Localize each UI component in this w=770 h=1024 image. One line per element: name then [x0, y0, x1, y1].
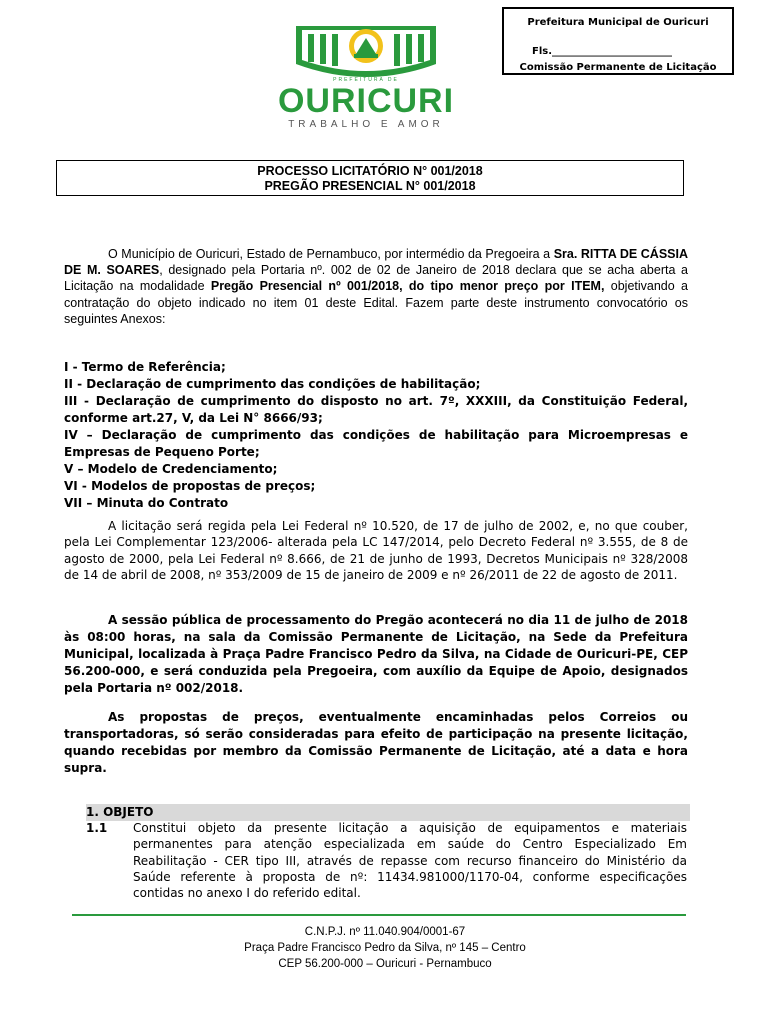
section-item-text: Constitui objeto da presente licitação a aquisição de equipamentos e materiais permanentes para atenção especializada em saúde do Centro Especializado Em Reabilitação - CER tipo III, através de repasse com recurso financeiro do Ministério da Saúde referente à proposta de nº: 11434.981000/1170-04, conforme especificações contidas no anexo I do referido edital.	[133, 821, 687, 901]
process-title-box	[56, 160, 684, 196]
annex-item: VI - Modelos de propostas de preços;	[64, 479, 316, 493]
intro-paragraph	[64, 246, 688, 327]
modality-text: Pregão Presencial nº 001/2018, do tipo menor preço por ITEM,	[210, 279, 605, 294]
section-heading-objeto: 1. OBJETO	[86, 804, 690, 821]
footer-address: Praça Padre Francisco Pedro da Silva, nº 145 – Centro	[244, 942, 526, 954]
stamp-prefeitura: Prefeitura Municipal de Ouricuri	[527, 17, 709, 28]
law-paragraph: A licitação será regida pela Lei Federal nº 10.520, de 17 de julho de 2002, e, no que couber, pela Lei Complementar 123/2006- alterada pela LC 147/2014, pelo Decreto Federal nº 3.555, de 8 de agosto de 2000, pela Lei Federal nº 8.666, de 21 de junho de 1993, Decretos Municipais nº 328/2008 de 14 de abril de 2008, nº 353/2009 de 15 de janeiro de 2009 e nº 26/2011 de 22 de agosto de 2011.	[64, 519, 688, 582]
annex-item: I - Termo de Referência;	[64, 360, 226, 374]
ouricuri-logo	[250, 20, 482, 132]
annex-item: IV – Declaração de cumprimento das condições de habilitação para Microempresas e Empresas de Pequeno Porte;	[64, 428, 688, 459]
stamp-folhas: Fls.________________________	[532, 46, 673, 57]
intro-text-1: O Município de Ouricuri, Estado de Pernambuco, por intermédio da Pregoeira a	[108, 247, 554, 261]
process-title: PROCESSO LICITATÓRIO N° 001/2018	[257, 164, 483, 178]
page-stamp-box	[502, 7, 734, 75]
logo-city-name: OURICURI	[277, 82, 455, 120]
logo-slogan: TRABALHO E AMOR	[288, 119, 444, 130]
stamp-comissao: Comissão Permanente de Licitação	[519, 62, 717, 73]
annex-item: VII – Minuta do Contrato	[64, 496, 229, 510]
proposals-paragraph: As propostas de preços, eventualmente encaminhadas pelos Correios ou transportadoras, só serão consideradas para efeito de participação na presente licitação, quando recebidas por membro da Comissão Permanente de Licitação, até a data e hora supra.	[64, 710, 688, 775]
coat-of-arms-icon	[250, 20, 482, 80]
pregao-title: PREGÃO PRESENCIAL N° 001/2018	[264, 179, 476, 193]
annex-item: V – Modelo de Credenciamento;	[64, 462, 278, 476]
intro-text-2: , designado pela Portaria nº. 002 de 02 de Janeiro de 2018 declara que se acha aberta a Licitação na modalidade	[64, 263, 688, 294]
intro-text-3: objetivando a contratação do objeto indicado no item 01 deste Edital. Fazem parte deste instrumento convocatório os seguintes Anexos:	[64, 279, 688, 326]
pregoeira-name: Sra. RITTA DE CÁSSIA DE M. SOARES	[64, 247, 689, 278]
footer-cnpj: C.N.P.J. nº 11.040.904/0001-67	[304, 926, 466, 938]
logo-prefeitura-text: PREFEITURA DE	[333, 77, 399, 83]
footer-cep: CEP 56.200-000 – Ouricuri - Pernambuco	[278, 958, 492, 970]
session-paragraph: A sessão pública de processamento do Pregão acontecerá no dia 11 de julho de 2018 às 08:00 horas, na sala da Comissão Permanente de Licitação, na Sede da Prefeitura Municipal, localizada à Praça Padre Francisco Pedro da Silva, na Cidade de Ouricuri-PE, CEP 56.200-000, e será conduzida pela Pregoeira, com auxílio da Equipe de Apoio, designados pela Portaria nº 002/2018.	[64, 613, 688, 695]
footer-divider	[72, 914, 686, 916]
section-item-number: 1.1	[86, 821, 108, 835]
annex-item: II - Declaração de cumprimento das condições de habilitação;	[64, 377, 481, 391]
annex-item: III - Declaração de cumprimento do disposto no art. 7º, XXXIII, da Constituição Federal, conforme art.27, V, da Lei N° 8666/93;	[64, 394, 688, 425]
annex-list	[64, 359, 688, 512]
